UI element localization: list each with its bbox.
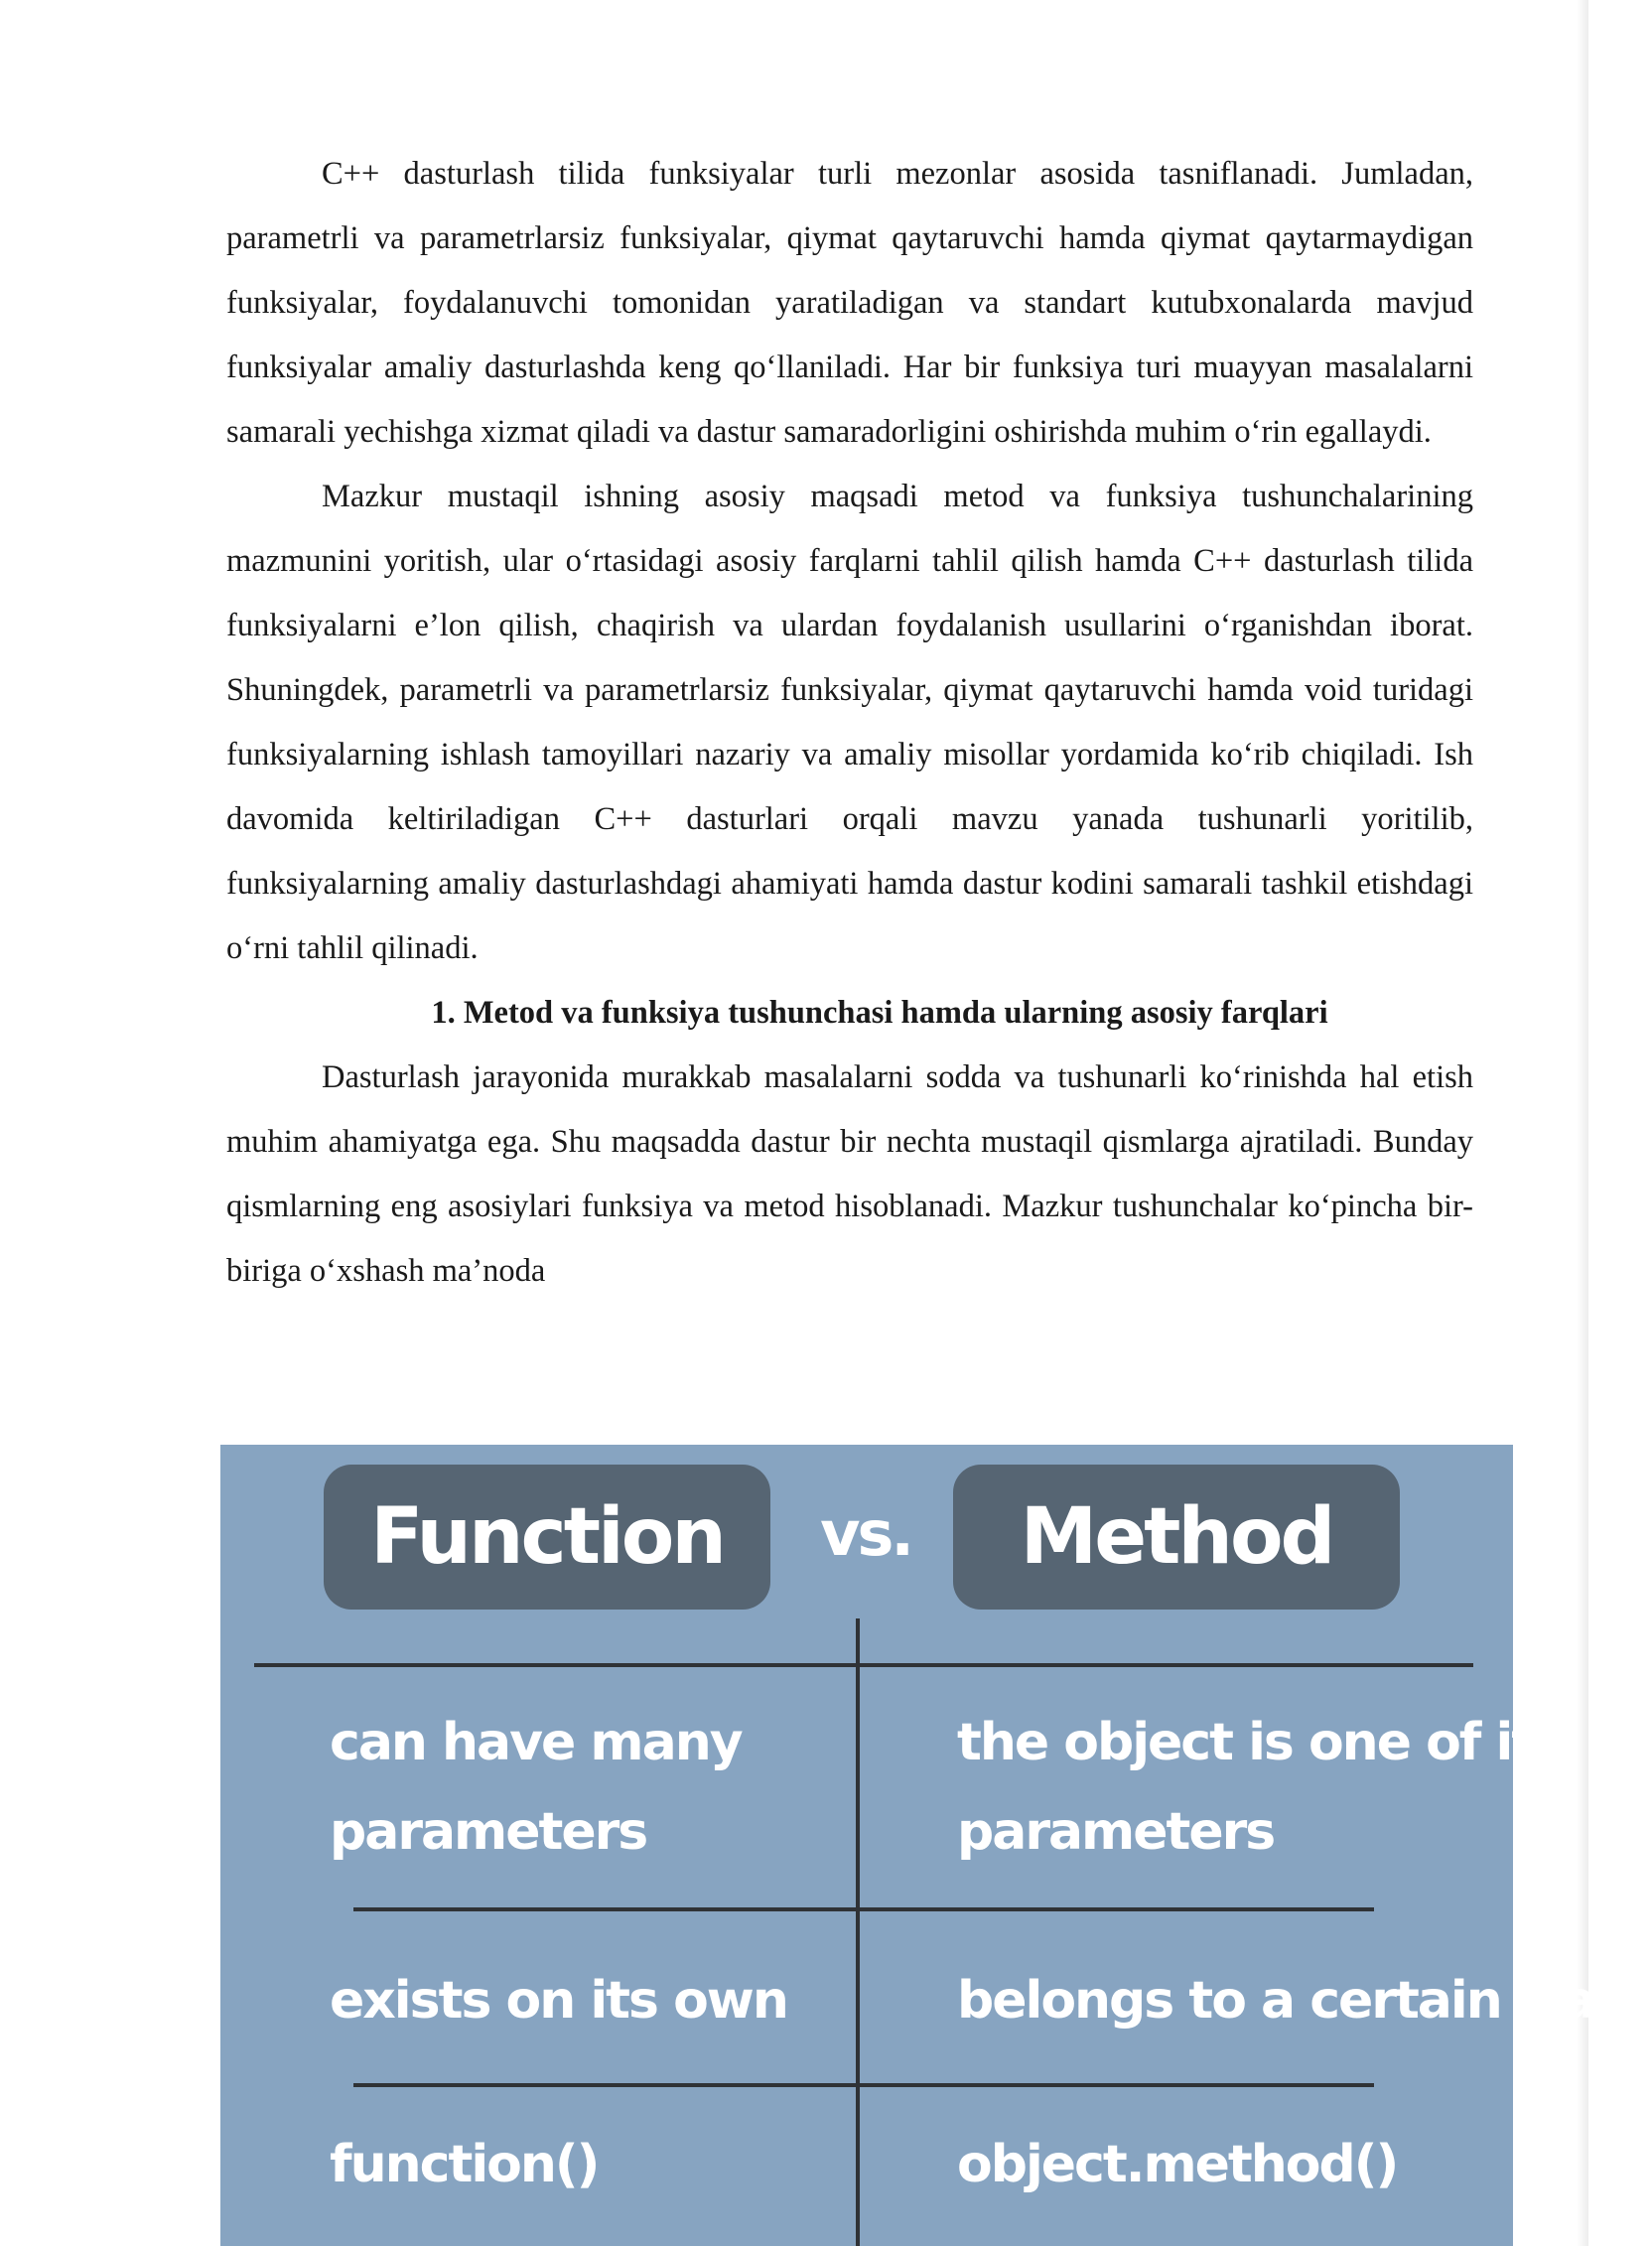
- function-vs-method-figure: [220, 1445, 1652, 2246]
- method-header-pill: [953, 1465, 1400, 1610]
- method-param-line-2: parameters: [957, 1802, 1275, 1862]
- function-header-label: Function: [370, 1492, 724, 1582]
- method-header-label: Method: [1020, 1492, 1333, 1582]
- document-body: [226, 142, 1473, 1304]
- method-param-cell: [957, 1698, 1563, 1877]
- paragraph-goal: Mazkur mustaqil ishning asosiy maqsadi metod va funksiya tushunchalarining mazmunini yoritish, ular o‘rtasidagi asosiy farqlarni tahlil qilish hamda C++ dasturlash tilida funksiyalarni e’lon qilish, chaqirish va ulardan foydalanish usullarini o‘rganishdan iborat. Shuningdek, parametrli va parametrlarsiz funksiyalar, qiymat qaytaruvchi hamda void turidagi funksiyalarning ishlash tamoyillari nazariy va amaliy misollar yordamida ko‘rib chiqiladi. Ish davomida keltiriladigan C++ dasturlari orqali mavzu yanada tushunarli yoritilib, funksiyalarning amaliy dasturlashdagi ahamiyati hamda dastur kodini samarali tashkil etishdagi o‘rni tahlil qilinadi.: [226, 479, 1473, 966]
- function-ownership-cell: exists on its own: [330, 1971, 787, 2031]
- table-row-divider-1: [353, 1907, 1374, 1911]
- method-ownership-cell: belongs to a certain class: [957, 1971, 1652, 2031]
- vs-label: vs.: [820, 1497, 911, 1570]
- paragraph-section: Dasturlash jarayonida murakkab masalalarni sodda va tushunarli ko‘rinishda hal etish muhim ahamiyatga ega. Shu maqsadda dastur bir nechta mustaqil qismlarga ajratiladi. Bunday qismlarning eng asosiylari funksiya va metod hisoblanadi. Mazkur tushunchalar ko‘pincha bir-biriga o‘xshash ma’noda: [226, 1059, 1473, 1289]
- function-param-cell: [330, 1698, 742, 1877]
- page-edge-shadow: [1577, 0, 1588, 2246]
- section-heading: 1. Metod va funksiya tushunchasi hamda ularning asosiy farqlari: [431, 995, 1328, 1031]
- method-param-line-1: the object is one of its: [957, 1713, 1564, 1772]
- table-top-rule: [254, 1663, 1473, 1667]
- method-call-syntax-cell: object.method(): [957, 2135, 1398, 2194]
- function-param-line-1: can have many: [330, 1713, 742, 1772]
- table-center-divider: [856, 1618, 860, 2246]
- function-param-line-2: parameters: [330, 1802, 647, 1862]
- table-row-divider-2: [353, 2083, 1374, 2087]
- function-header-pill: [324, 1465, 770, 1610]
- function-call-syntax-cell: function(): [330, 2135, 599, 2194]
- paragraph-intro: C++ dasturlash tilida funksiyalar turli mezonlar asosida tasniflanadi. Jumladan, parametrli va parametrlarsiz funksiyalar, qiymat qaytaruvchi hamda qiymat qaytarmaydigan funksiyalar, foydalanuvchi tomonidan yaratiladigan va standart kutubxonalarda mavjud funksiyalar amaliy dasturlashda keng qo‘llaniladi. Har bir funksiya turi muayyan masalalarni samarali yechishga xizmat qiladi va dastur samaradorligini oshirishda muhim o‘rin egallaydi.: [226, 156, 1473, 450]
